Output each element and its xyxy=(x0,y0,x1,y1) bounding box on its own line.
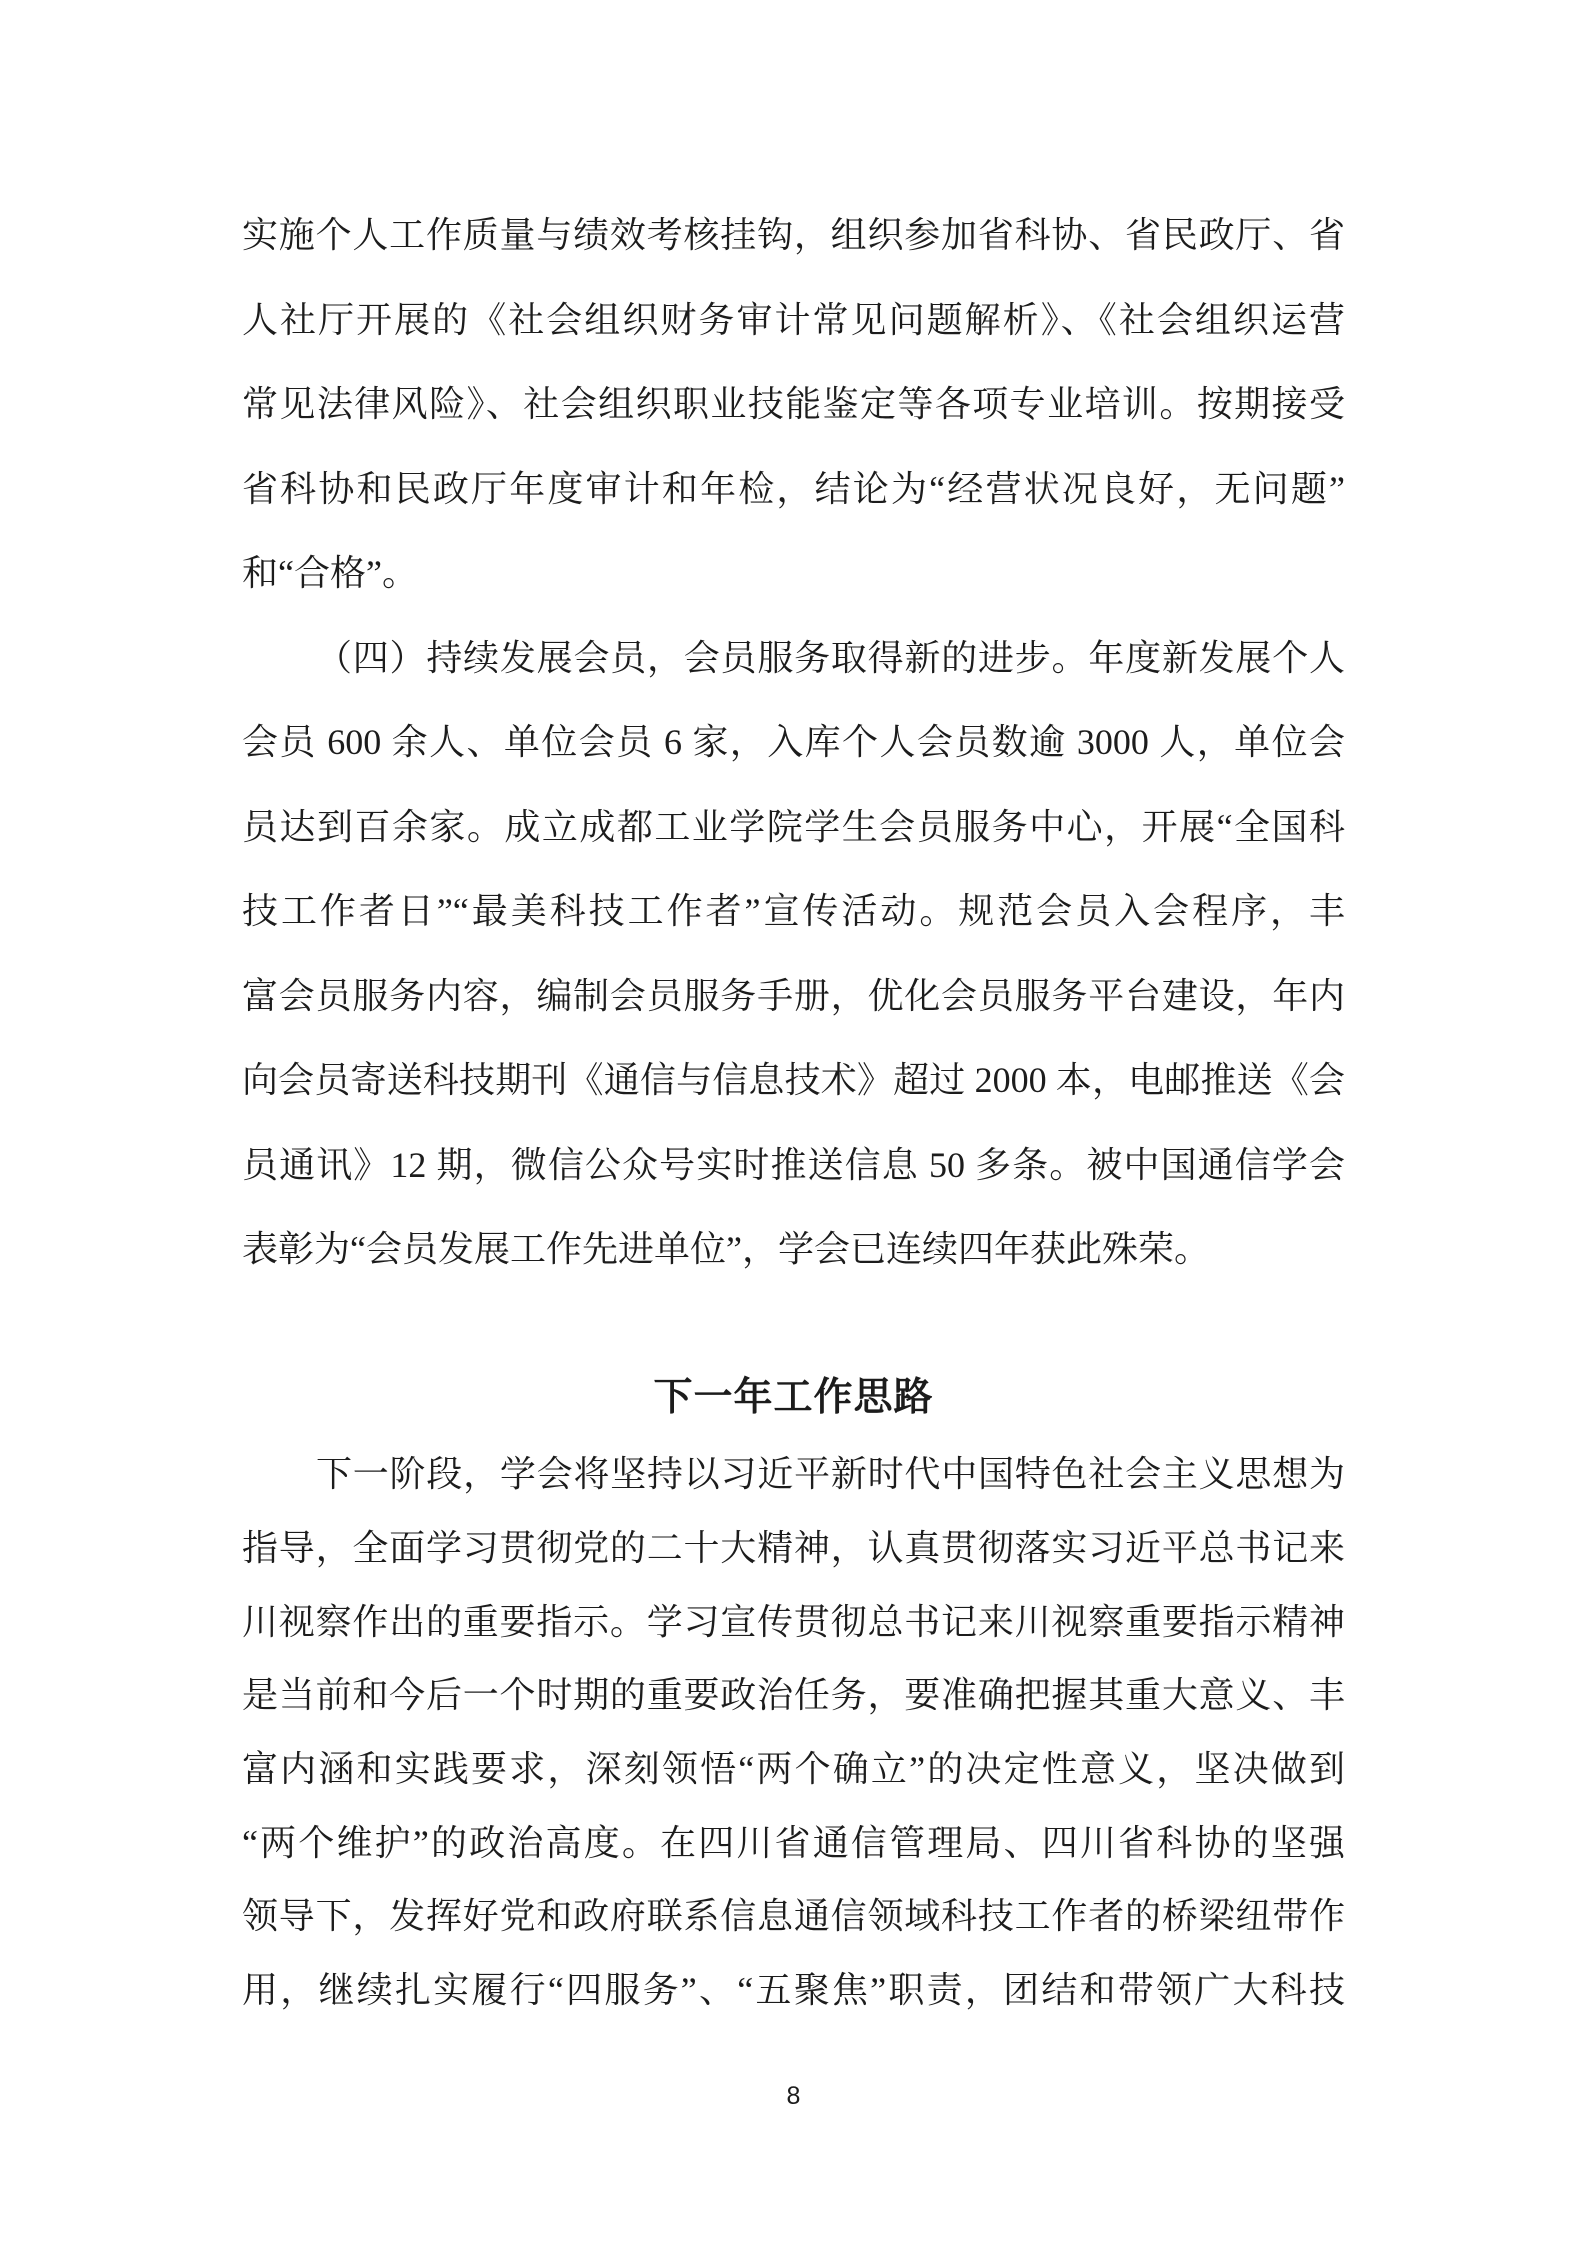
text-line: 和“合格”。 xyxy=(242,553,418,593)
text-line: 人社厅开展的《社会组织财务审计常见问题解析》、《社会组织运营 xyxy=(242,300,1345,340)
text-line: （四）持续发展会员，会员服务取得新的进步。年度新发展个人 xyxy=(316,638,1345,678)
text-line: 下一阶段，学会将坚持以习近平新时代中国特色社会主义思想为 xyxy=(316,1454,1345,1494)
text-line: 会员 600 余人、单位会员 6 家，入库个人会员数逾 3000 人，单位会 xyxy=(242,722,1345,762)
text-line: 员通讯》12 期，微信公众号实时推送信息 50 多条。被中国通信学会 xyxy=(242,1145,1345,1185)
text-line: 常见法律风险》、社会组织职业技能鉴定等各项专业培训。按期接受 xyxy=(242,384,1345,424)
text-line: 领导下，发挥好党和政府联系信息通信领域科技工作者的桥梁纽带作 xyxy=(242,1896,1345,1936)
section-heading: 下一年工作思路 xyxy=(653,1376,934,1419)
text-line: 向会员寄送科技期刊《通信与信息技术》超过 2000 本，电邮推送《会 xyxy=(242,1060,1345,1100)
page-number: 8 xyxy=(786,2082,801,2110)
text-line: 川视察作出的重要指示。学习宣传贯彻总书记来川视察重要指示精神 xyxy=(242,1602,1345,1642)
text-line: 实施个人工作质量与绩效考核挂钩，组织参加省科协、省民政厅、省 xyxy=(242,215,1345,255)
text-line: 表彰为“会员发展工作先进单位”，学会已连续四年获此殊荣。 xyxy=(242,1229,1210,1269)
text-line: 富内涵和实践要求，深刻领悟“两个确立”的决定性意义，坚决做到 xyxy=(242,1749,1345,1789)
text-line: 用，继续扎实履行“四服务”、“五聚焦”职责，团结和带领广大科技 xyxy=(242,1970,1345,2010)
text-line: 指导，全面学习贯彻党的二十大精神，认真贯彻落实习近平总书记来 xyxy=(242,1528,1345,1568)
text-line: 是当前和今后一个时期的重要政治任务，要准确把握其重大意义、丰 xyxy=(242,1675,1345,1715)
text-line: 富会员服务内容，编制会员服务手册，优化会员服务平台建设，年内 xyxy=(242,976,1345,1016)
text-line: 员达到百余家。成立成都工业学院学生会员服务中心，开展“全国科 xyxy=(242,807,1345,847)
text-line: 技工作者日”“最美科技工作者”宣传活动。规范会员入会程序，丰 xyxy=(242,891,1345,931)
text-line: 省科协和民政厅年度审计和年检，结论为“经营状况良好，无问题” xyxy=(242,469,1345,509)
text-line: “两个维护”的政治高度。在四川省通信管理局、四川省科协的坚强 xyxy=(242,1823,1345,1863)
